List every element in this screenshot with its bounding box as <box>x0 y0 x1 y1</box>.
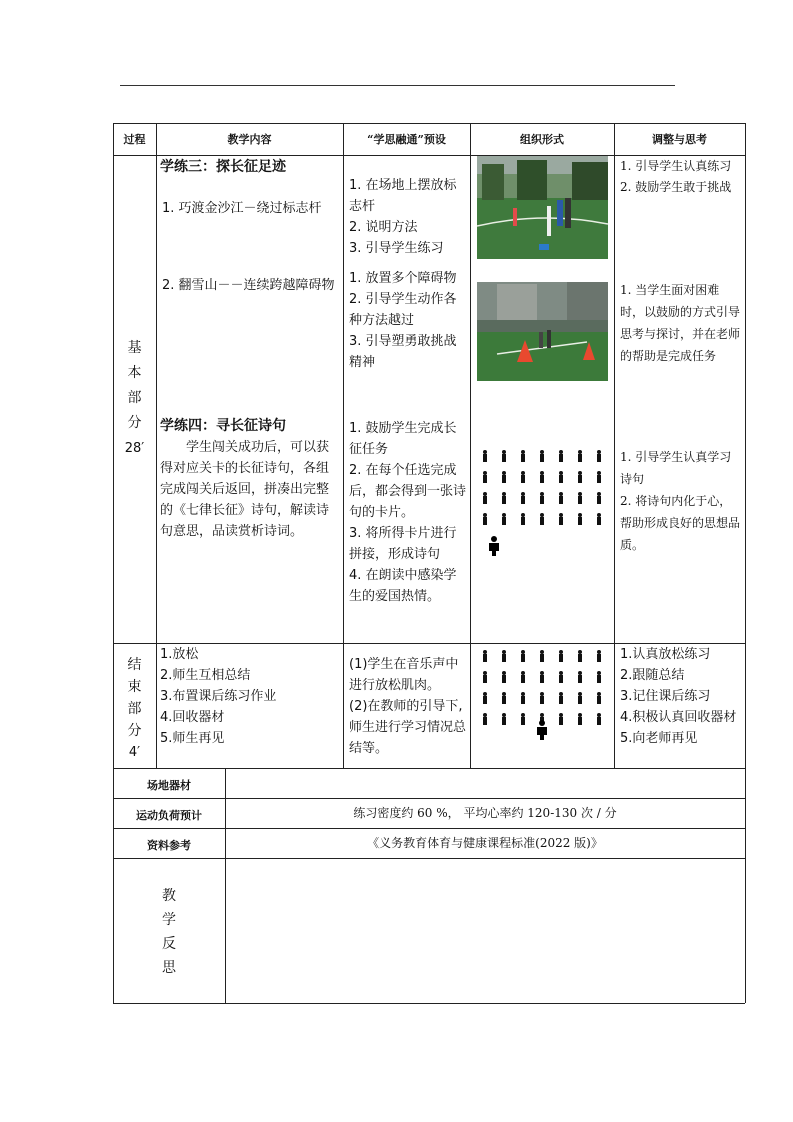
student-figure <box>520 513 525 525</box>
table-border-top <box>113 123 745 124</box>
student-figure <box>577 650 582 662</box>
student-figure <box>482 671 487 683</box>
student-figure <box>596 471 601 483</box>
student-figure <box>596 713 601 725</box>
preset-line: 2. 引导学生动作各种方法越过 <box>349 292 457 328</box>
ending-preset <box>349 654 467 759</box>
lx3-item2: 2. 翻雪山－－连续跨越障碍物 <box>162 278 335 293</box>
header-preset: “学思融通”预设 <box>367 133 446 146</box>
student-figure <box>539 450 544 462</box>
header-content: 教学内容 <box>227 133 272 146</box>
student-figure <box>596 671 601 683</box>
preset-line: 1. 放置多个障碍物 <box>349 271 457 286</box>
top-rule <box>120 85 675 86</box>
ending-adjust-line: 5.向老师再见 <box>620 731 698 746</box>
reflection-char: 反 <box>162 936 176 952</box>
equipment-label: 场地器材 <box>147 779 191 792</box>
ending-content-line: 5.师生再见 <box>160 731 225 746</box>
ending-content-line: 3.布置课后练习作业 <box>160 689 277 704</box>
adjust-group-1 <box>620 156 742 198</box>
student-figure <box>501 650 506 662</box>
ending-preset-line: (1)学生在音乐声中进行放松肌肉。 <box>349 657 459 693</box>
student-figure <box>482 650 487 662</box>
preset-line: 2. 说明方法 <box>349 220 418 235</box>
student-figure <box>482 492 487 504</box>
teacher-figure <box>536 720 548 740</box>
load-divider <box>113 828 745 829</box>
table-border-right <box>745 123 746 1003</box>
student-figure <box>558 513 563 525</box>
student-figure <box>558 692 563 704</box>
basic-time: 28′ <box>124 441 145 456</box>
reflection-label <box>113 884 225 980</box>
student-figure <box>577 450 582 462</box>
field-photo-1 <box>477 156 608 259</box>
student-figure <box>539 513 544 525</box>
student-figure <box>558 492 563 504</box>
ending-adjust <box>620 644 742 749</box>
preset-group-3 <box>349 418 467 607</box>
student-figure <box>558 450 563 462</box>
load-value: 练习密度约 60 %， 平均心率约 120-130 次 / 分 <box>353 806 617 820</box>
preset-group-2 <box>349 268 467 373</box>
col-divider-4 <box>614 123 615 768</box>
student-figure <box>501 692 506 704</box>
col-divider-3 <box>470 123 471 768</box>
student-figure <box>482 513 487 525</box>
reference-divider <box>113 858 745 859</box>
stage-char: 基 <box>127 340 142 356</box>
header-adjust: 调整与思考 <box>652 133 707 146</box>
student-figure <box>539 650 544 662</box>
adjust-group-2: 1. 当学生面对困难时，以鼓励的方式引导思考与探讨，并在老师的帮助是完成任务 <box>620 283 741 363</box>
load-label: 运动负荷预计 <box>136 809 202 822</box>
reflection-char: 思 <box>162 960 176 976</box>
student-figure <box>596 492 601 504</box>
student-figure <box>596 650 601 662</box>
stage-char: 分 <box>127 415 142 431</box>
preset-line: 3. 引导学生练习 <box>349 241 444 256</box>
preset-line: 1. 在场地上摆放标志杆 <box>349 178 457 214</box>
student-figure <box>501 713 506 725</box>
teacher-figure <box>488 536 500 556</box>
ending-preset-line: (2)在教师的引导下,师生进行学习情况总结等。 <box>349 699 467 756</box>
ending-adjust-line: 2.跟随总结 <box>620 668 685 683</box>
reflection-char: 学 <box>162 912 176 928</box>
student-figure <box>558 650 563 662</box>
student-figure <box>577 471 582 483</box>
student-figure <box>520 692 525 704</box>
student-figure <box>482 471 487 483</box>
student-figure <box>539 471 544 483</box>
basic-stage-label <box>113 336 156 461</box>
student-figure <box>596 692 601 704</box>
student-figure <box>520 671 525 683</box>
header-organization: 组织形式 <box>520 133 564 146</box>
student-figure <box>539 692 544 704</box>
stage-char: 分 <box>127 723 142 739</box>
student-figure <box>558 713 563 725</box>
preset-line: 1. 鼓励学生完成长征任务 <box>349 421 457 457</box>
preset-line: 3. 引导塑勇敢挑战精神 <box>349 334 457 370</box>
student-figure <box>539 671 544 683</box>
reflection-char: 教 <box>162 888 176 904</box>
student-figure <box>577 692 582 704</box>
lx4-body: 学生闯关成功后，可以获得对应关卡的长征诗句，各组完成闯关后返回，拼凑出完整的《七律长征》诗句，解读诗句意思，品读赏析诗词。 <box>160 440 330 539</box>
student-figure <box>539 492 544 504</box>
stage-char: 结 <box>127 657 142 673</box>
student-figure <box>577 671 582 683</box>
student-figure <box>482 450 487 462</box>
ending-content-line: 4.回收器材 <box>160 710 225 725</box>
student-figure <box>501 450 506 462</box>
reference-value: 《义务教育体育与健康课程标准(2022 版)》 <box>367 836 603 850</box>
equipment-divider <box>113 798 745 799</box>
preset-line: 2. 在每个任选完成后，都会得到一张诗句的卡片。 <box>349 463 467 520</box>
student-figure <box>501 671 506 683</box>
ending-content-line: 2.师生互相总结 <box>160 668 251 683</box>
student-figure <box>596 450 601 462</box>
student-figure <box>520 650 525 662</box>
stage-char: 部 <box>127 701 142 717</box>
table-border-left <box>113 123 114 1003</box>
ending-adjust-line: 1.认真放松练习 <box>620 647 711 662</box>
ending-adjust-line: 3.记住课后练习 <box>620 689 711 704</box>
ending-end-divider <box>113 768 745 769</box>
student-figure <box>520 713 525 725</box>
student-figure <box>596 513 601 525</box>
adjust-group-3 <box>620 446 742 556</box>
student-figure <box>577 492 582 504</box>
student-figure <box>577 713 582 725</box>
student-figure <box>482 713 487 725</box>
adjust-line: 1. 引导学生认真学习诗句 <box>620 450 732 486</box>
stage-char: 本 <box>127 365 142 381</box>
table-border-bottom <box>113 1003 745 1004</box>
ending-content <box>160 644 340 749</box>
stage-char: 束 <box>127 679 142 695</box>
student-figure <box>577 513 582 525</box>
adjust-line: 2. 鼓励学生敢于挑战 <box>620 180 732 194</box>
adjust-line: 2. 将诗句内化于心，帮助形成良好的思想品质。 <box>620 494 741 552</box>
lx3-title: 学练三：探长征足迹 <box>160 159 286 175</box>
lx3-item1: 1. 巧渡金沙江－绕过标志杆 <box>162 201 322 216</box>
ending-content-line: 1.放松 <box>160 647 199 662</box>
lx4-title: 学练四：寻长征诗句 <box>160 418 286 434</box>
student-figure <box>501 513 506 525</box>
student-figure <box>501 492 506 504</box>
header-process: 过程 <box>123 133 146 146</box>
preset-line: 4. 在朗读中感染学生的爱国热情。 <box>349 568 457 604</box>
student-figure <box>520 492 525 504</box>
ending-stage-label <box>113 654 156 764</box>
col-divider-2 <box>343 123 344 768</box>
student-figure <box>520 450 525 462</box>
student-figure <box>501 471 506 483</box>
student-figure <box>558 471 563 483</box>
formation-ending <box>478 650 608 722</box>
ending-time: 4′ <box>128 745 141 760</box>
preset-line: 3. 将所得卡片进行拼接，形成诗句 <box>349 526 457 562</box>
adjust-line: 1. 引导学生认真练习 <box>620 159 732 173</box>
field-photo-2 <box>477 282 608 381</box>
preset-group-1 <box>349 175 467 259</box>
student-figure <box>558 671 563 683</box>
student-figure <box>520 471 525 483</box>
col-divider-1 <box>156 123 157 768</box>
stage-char: 部 <box>127 390 142 406</box>
student-figure <box>482 692 487 704</box>
ending-adjust-line: 4.积极认真回收器材 <box>620 710 737 725</box>
reference-label: 资料参考 <box>147 839 191 852</box>
